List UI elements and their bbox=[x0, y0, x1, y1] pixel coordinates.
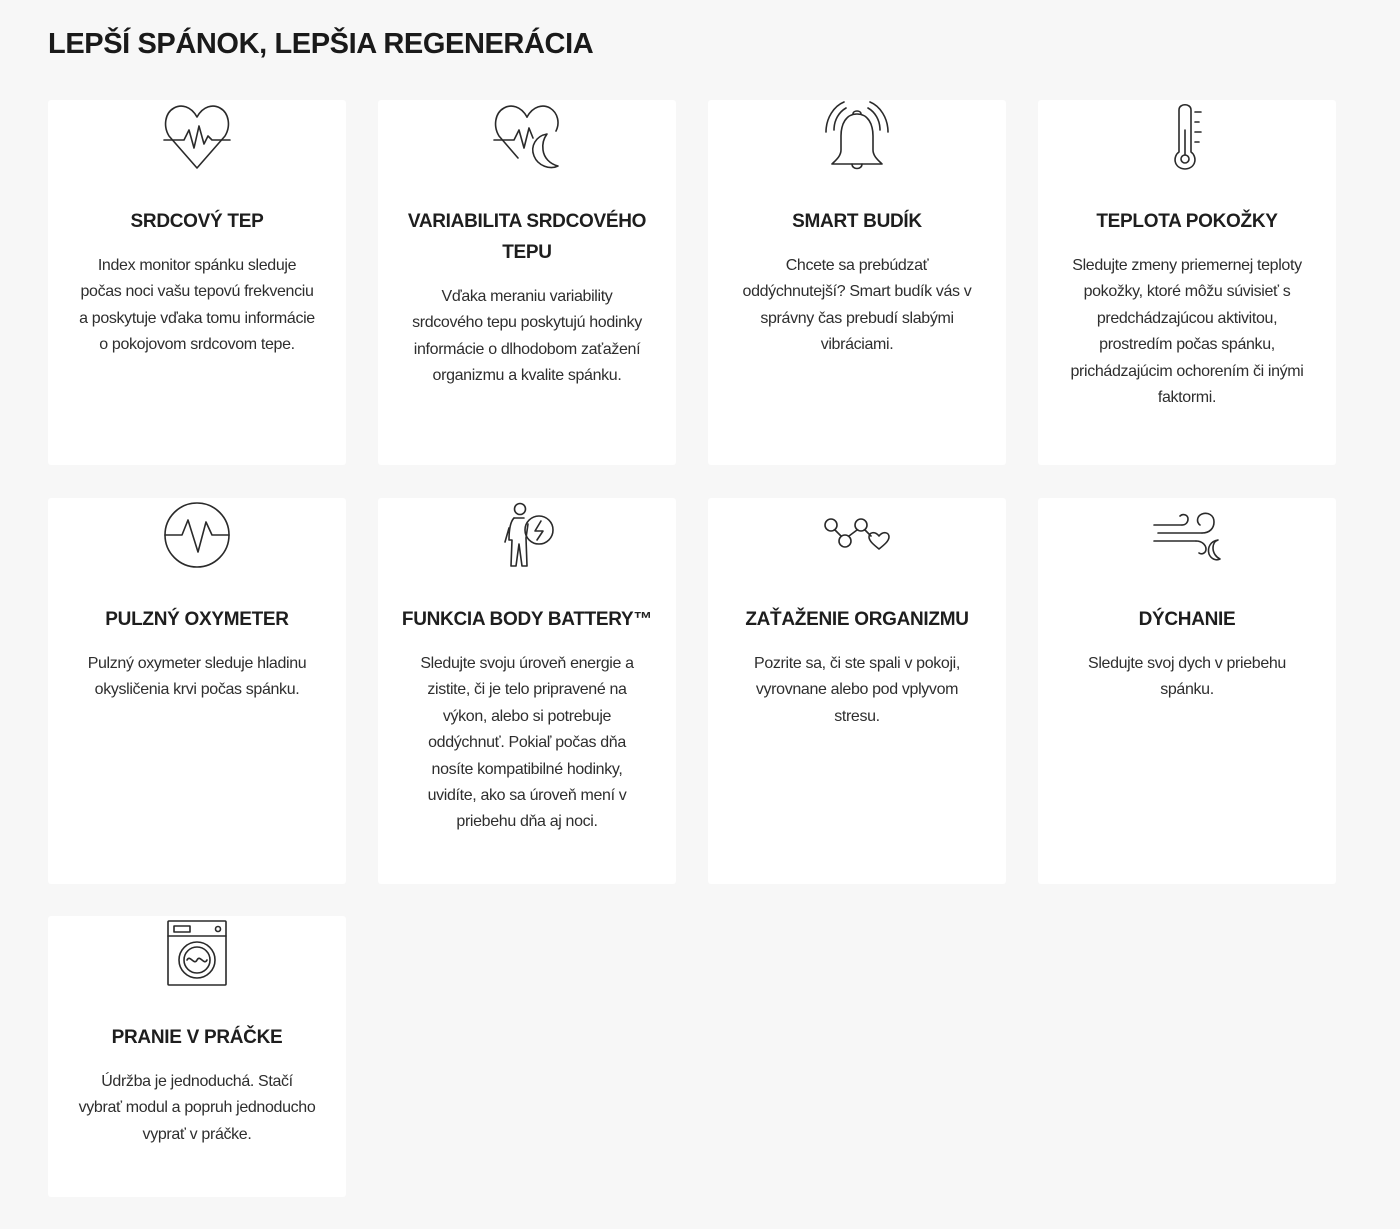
feature-card-smart-alarm bbox=[708, 100, 1006, 465]
stress-icon bbox=[822, 498, 892, 570]
page-title: LEPŠÍ SPÁNOK, LEPŠIA REGENERÁCIA bbox=[48, 28, 594, 60]
card-title: SRDCOVÝ TEP bbox=[130, 211, 264, 232]
feature-card-breathing bbox=[1038, 498, 1336, 884]
feature-card-pulse-ox bbox=[48, 498, 346, 884]
card-description: Sledujte zmeny priemernej teploty pokožky, ktoré môžu súvisieť s predchádzajúcou aktivitou, prostredím počas spánku, prichádzajúcim ochorením či inými faktormi. bbox=[1070, 257, 1304, 407]
feature-card-skin-temperature bbox=[1038, 100, 1336, 465]
card-title: VARIABILITA SRDCOVÉHO TEPU bbox=[407, 211, 647, 263]
card-description: Vďaka meraniu variability srdcového tepu poskytujú hodinky informácie o dlhodobom zaťažení organizmu a kvalite spánku. bbox=[412, 288, 642, 385]
heart-rate-icon bbox=[162, 100, 232, 172]
card-description: Sledujte svoju úroveň energie a zistite, či je telo pripravené na výkon, alebo si potrebuje oddýchnuť. Pokiaľ počas dňa nosíte kompatibilné hodinky, uvidíte, ako sa úroveň mení v priebehu dňa aj noci. bbox=[420, 655, 634, 831]
body-battery-icon bbox=[492, 498, 562, 570]
card-title: ZAŤAŽENIE ORGANIZMU bbox=[745, 609, 969, 630]
feature-card-body-battery bbox=[378, 498, 676, 884]
feature-card-hrv bbox=[378, 100, 676, 465]
card-title: DÝCHANIE bbox=[1138, 609, 1236, 630]
card-title: FUNKCIA BODY BATTERY™ bbox=[401, 609, 653, 630]
card-title: PULZNÝ OXYMETER bbox=[105, 609, 289, 630]
feature-card-heart-rate bbox=[48, 100, 346, 465]
card-description: Pozrite sa, či ste spali v pokoji, vyrovnane alebo pod vplyvom stresu. bbox=[754, 655, 960, 725]
washing-machine-icon bbox=[162, 916, 232, 988]
feature-card-washable bbox=[48, 916, 346, 1197]
card-title: SMART BUDÍK bbox=[792, 211, 922, 232]
card-description: Chcete sa prebúdzať oddýchnutejší? Smart budík vás v správny čas prebudí slabými vibráciami. bbox=[742, 257, 972, 354]
thermometer-icon bbox=[1167, 100, 1207, 172]
card-title: TEPLOTA POKOŽKY bbox=[1096, 211, 1278, 232]
card-description: Pulzný oxymeter sleduje hladinu okysličenia krvi počas spánku. bbox=[87, 655, 307, 699]
pulse-oximeter-icon bbox=[162, 498, 232, 570]
breathing-icon bbox=[1152, 498, 1222, 570]
card-description: Údržba je jednoduchá. Stačí vybrať modul a popruh jednoducho vyprať v práčke. bbox=[78, 1073, 316, 1143]
card-description: Index monitor spánku sleduje počas noci vašu tepovú frekvenciu a poskytuje vďaka tomu informácie o pokojovom srdcovom tepe. bbox=[79, 257, 315, 354]
feature-card-stress bbox=[708, 498, 1006, 884]
heart-moon-icon bbox=[492, 100, 562, 172]
card-description: Sledujte svoj dych v priebehu spánku. bbox=[1088, 655, 1286, 699]
card-title: PRANIE V PRÁČKE bbox=[111, 1027, 283, 1048]
alarm-bell-icon bbox=[822, 100, 892, 172]
